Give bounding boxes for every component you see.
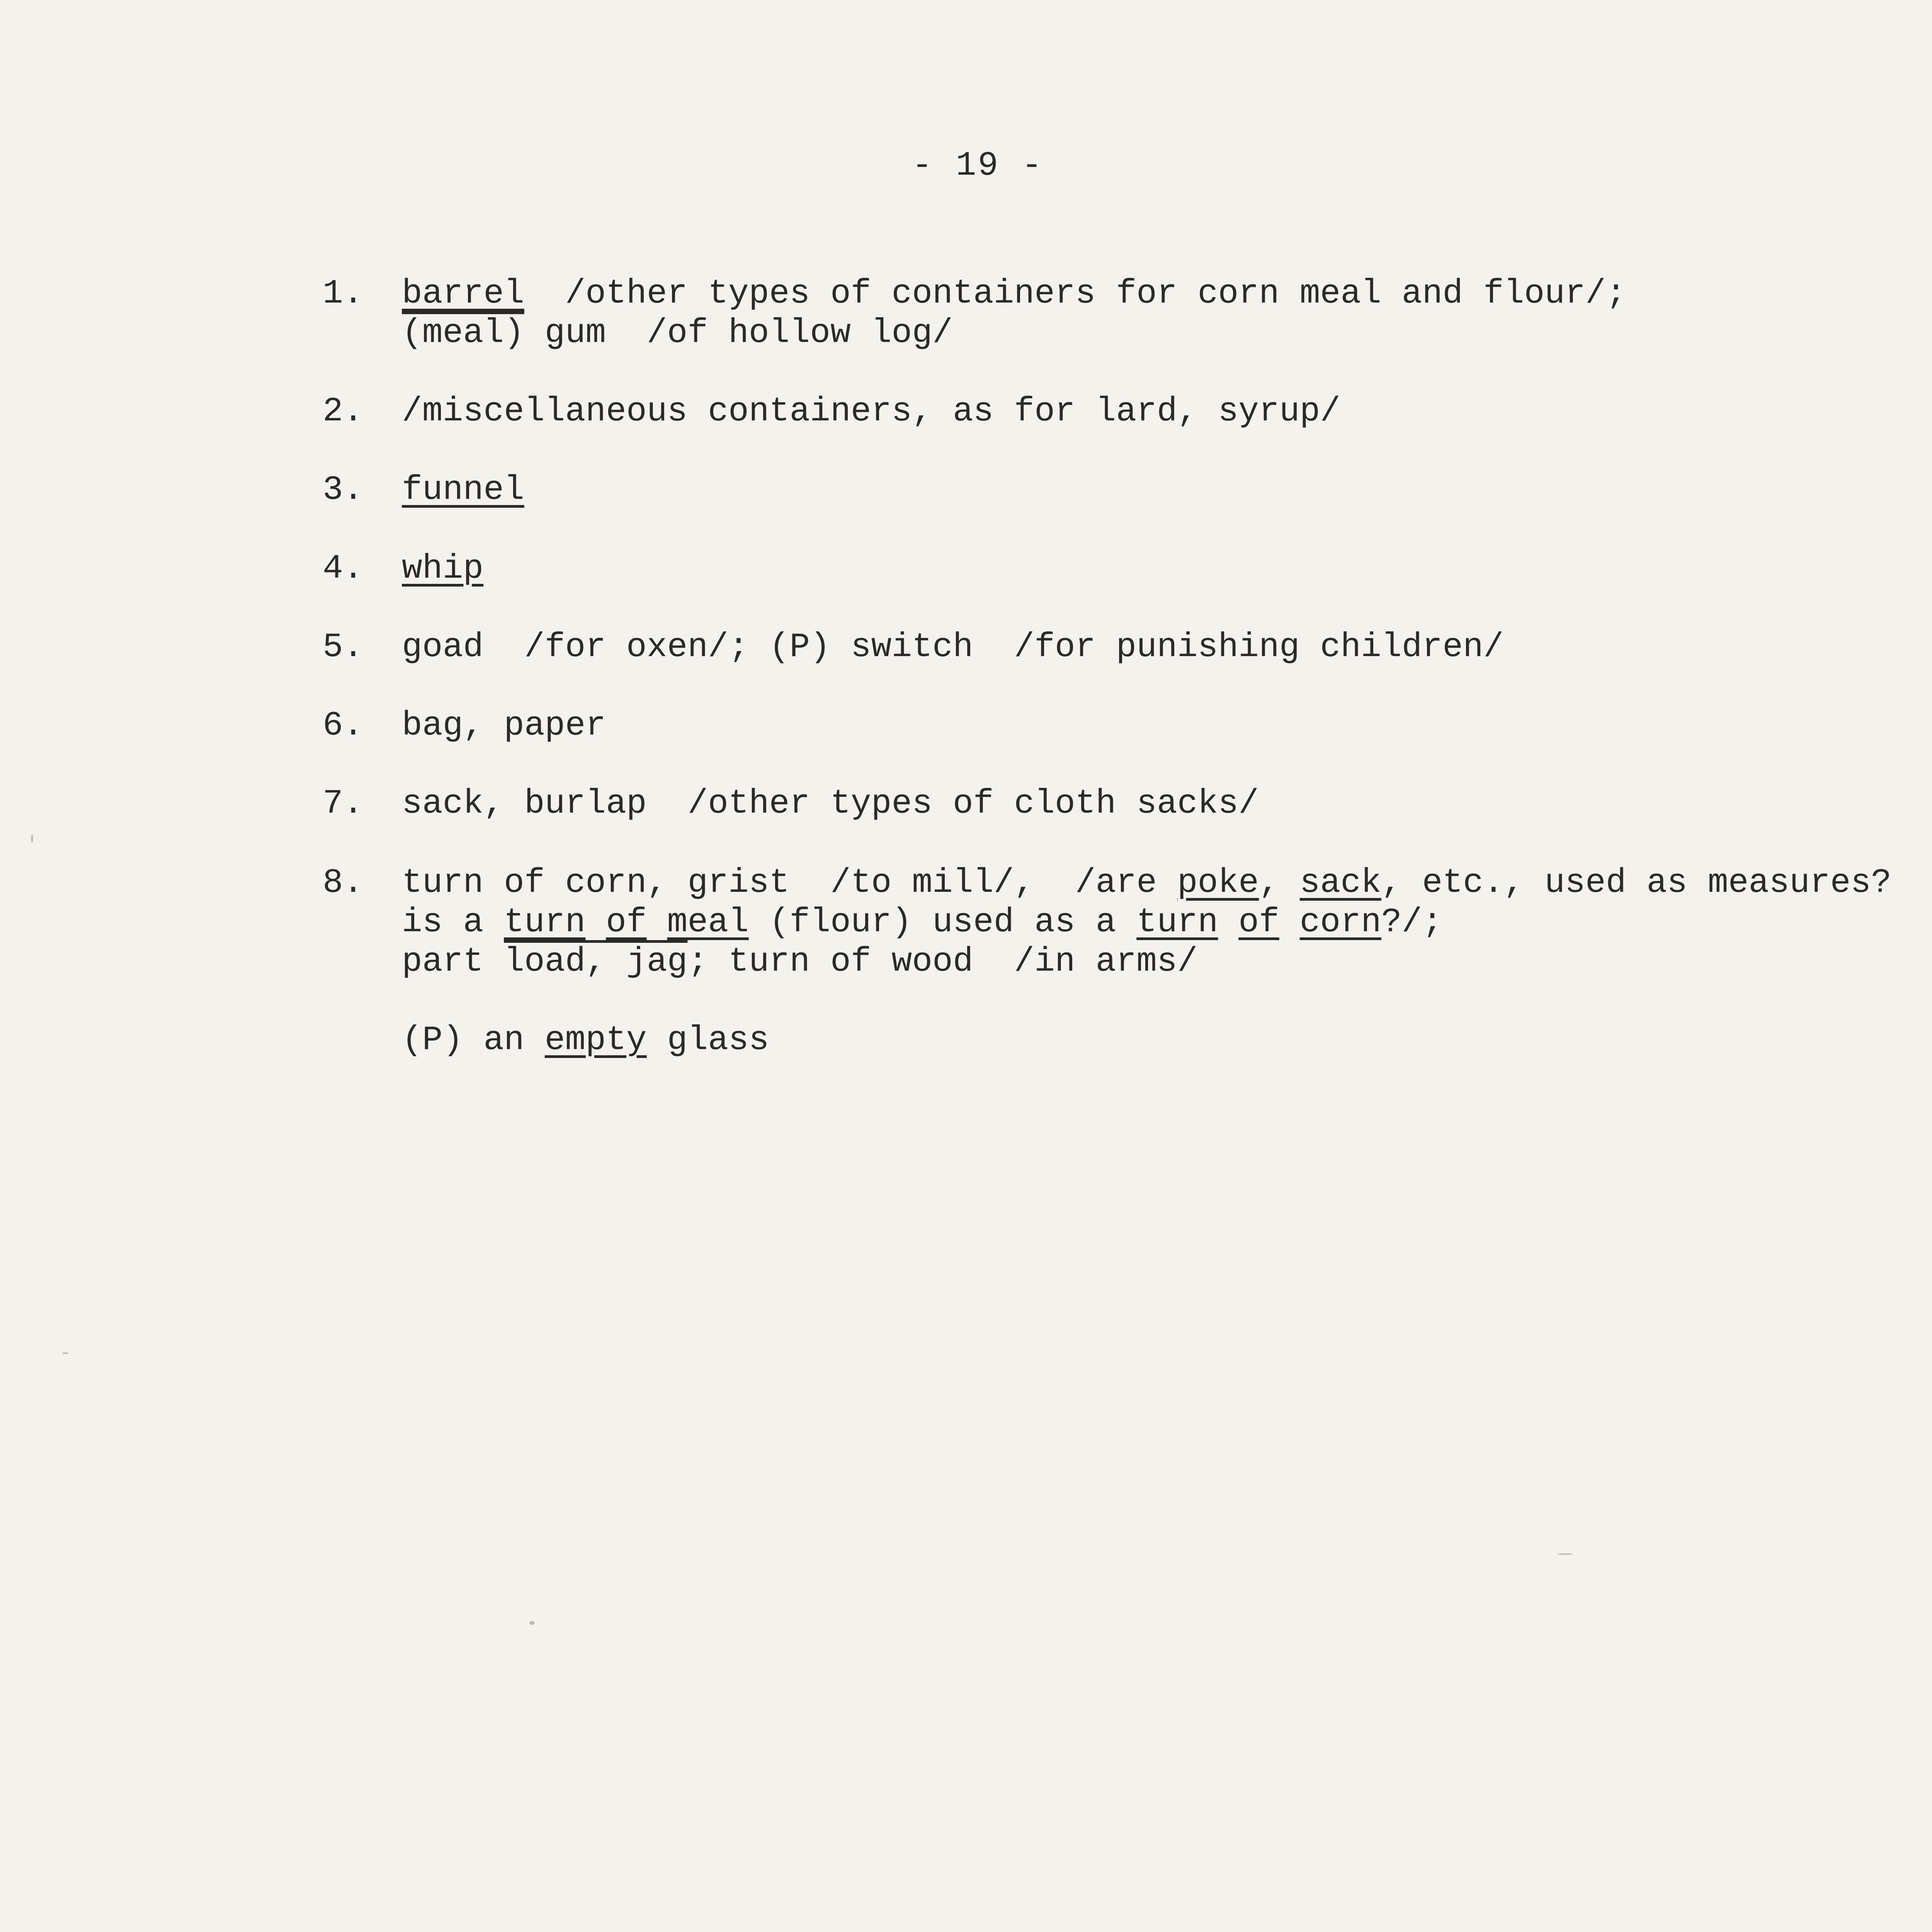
overlined-meal: (meal) bbox=[402, 314, 524, 352]
paper-speck bbox=[62, 1352, 69, 1354]
page-number: - 19 - bbox=[912, 147, 1044, 185]
underlined-corn: corn bbox=[1299, 903, 1381, 942]
underlined-of-2: of bbox=[1238, 903, 1279, 942]
underlined-empty: empty bbox=[544, 1021, 647, 1060]
note-a: (P) an bbox=[402, 1021, 545, 1060]
note-b: glass bbox=[646, 1021, 769, 1060]
item-8-line-1 bbox=[402, 864, 1891, 903]
underlined-sack: sack bbox=[1299, 864, 1381, 902]
underlined-barrel: barrel bbox=[402, 275, 524, 313]
item-4-line-1 bbox=[402, 549, 483, 589]
item-6-line-1: bag, paper bbox=[402, 707, 606, 745]
item-8-line-2-space-1 bbox=[585, 903, 606, 942]
item-number-2: 2. bbox=[323, 393, 364, 431]
item-2-line-1: /miscellaneous containers, as for lard, syrup/ bbox=[402, 393, 1341, 431]
underlined-funnel: funnel bbox=[402, 471, 524, 509]
item-8-line-2-space-2 bbox=[647, 903, 667, 942]
item-number-7: 7. bbox=[323, 785, 364, 823]
item-8-line-2-b: (flour) used as a bbox=[748, 903, 1137, 942]
paper-speck bbox=[31, 835, 33, 842]
item-5-line-1: goad /for oxen/; (P) switch /for punishing children/ bbox=[402, 628, 1504, 667]
item-8-line-1-c: , etc., used as measures? bbox=[1381, 864, 1892, 902]
item-number-3: 3. bbox=[323, 471, 364, 509]
underlined-whip: whip bbox=[402, 550, 484, 588]
item-1-line-2-rest: gum /of hollow log/ bbox=[524, 314, 953, 352]
underlined-poke: poke bbox=[1177, 864, 1259, 902]
item-1-line-2 bbox=[402, 314, 953, 353]
item-1-line-1 bbox=[402, 274, 1626, 314]
item-8-line-1-b: , bbox=[1259, 864, 1300, 902]
item-8-line-2 bbox=[402, 903, 1442, 942]
item-8-line-2-c: ?/; bbox=[1381, 903, 1443, 942]
item-8-line-2-space-4 bbox=[1279, 903, 1300, 942]
note-line bbox=[402, 1021, 769, 1060]
paper-speck bbox=[529, 1621, 535, 1625]
item-8-line-3 bbox=[402, 942, 1198, 982]
underlined-meal: meal bbox=[667, 903, 749, 942]
item-number-1: 1. bbox=[323, 275, 364, 313]
item-8-line-2-space-3 bbox=[1218, 903, 1238, 942]
item-number-5: 5. bbox=[323, 628, 364, 667]
overlined-load-jag: load, jag bbox=[504, 943, 688, 981]
item-8-line-3-a: part bbox=[402, 943, 504, 981]
item-7-line-1: sack, burlap /other types of cloth sacks/ bbox=[402, 785, 1259, 823]
underlined-turn-1: turn bbox=[504, 903, 586, 942]
item-8-line-1-a: turn of corn, grist /to mill/, /are bbox=[402, 864, 1177, 902]
item-number-4: 4. bbox=[323, 550, 364, 588]
item-8-line-3-b: ; turn of wood /in arms/ bbox=[687, 943, 1198, 981]
underlined-turn-2: turn bbox=[1136, 903, 1218, 942]
paper-speck bbox=[1557, 1553, 1573, 1555]
item-number-8: 8. bbox=[323, 864, 364, 902]
underlined-of-1: of bbox=[606, 903, 647, 942]
item-3-line-1 bbox=[402, 471, 524, 510]
item-8-line-2-a: is a bbox=[402, 903, 504, 942]
item-1-line-1-rest: /other types of containers for corn meal and flour/; bbox=[524, 275, 1626, 313]
item-number-6: 6. bbox=[323, 707, 364, 745]
